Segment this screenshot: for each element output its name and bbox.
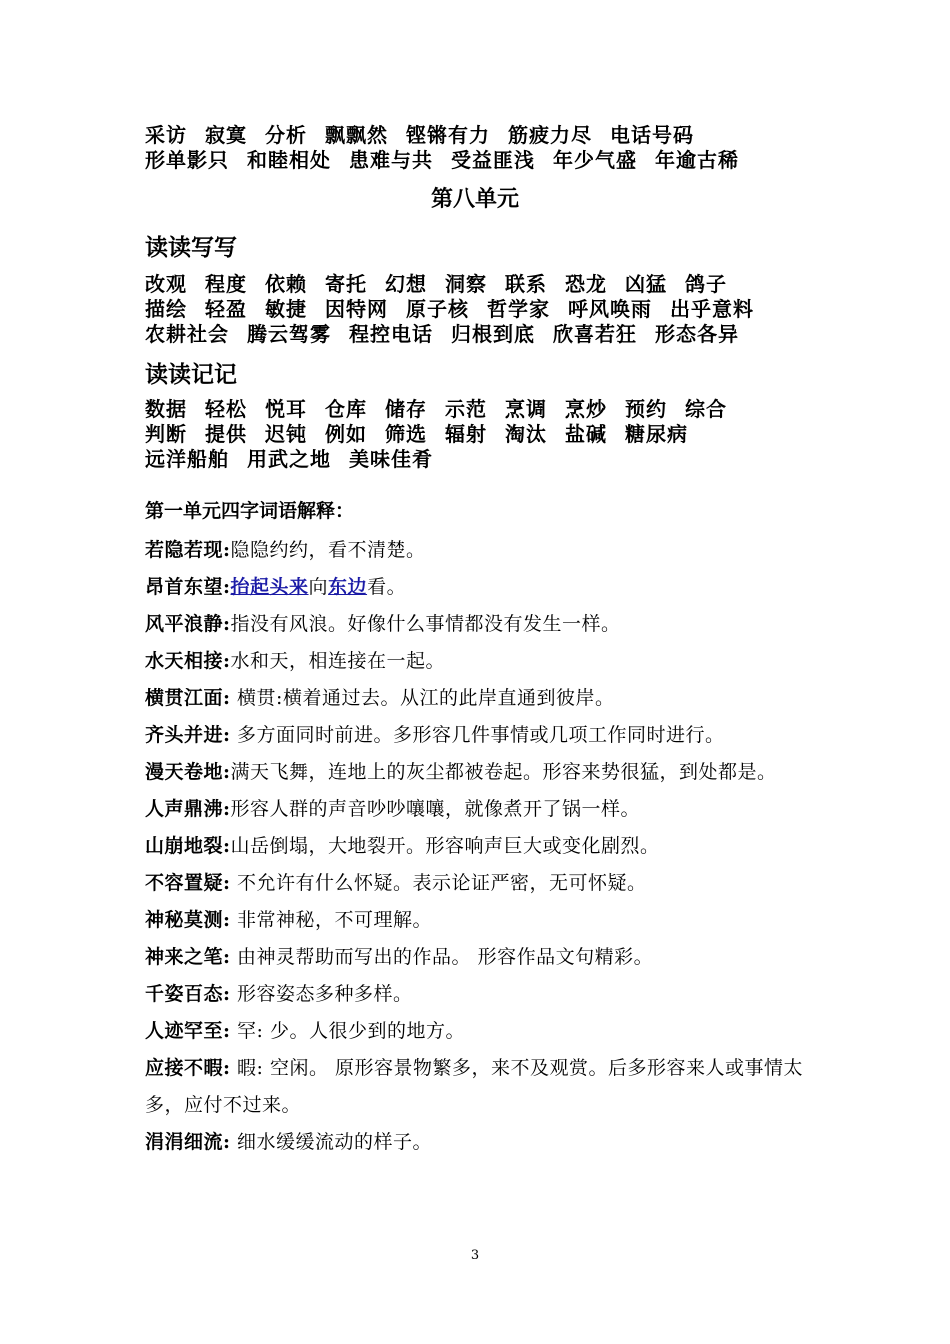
- idiom-term: 神来之笔:: [145, 946, 231, 968]
- top-word-list: [145, 123, 825, 173]
- vocab-word: 综合: [685, 397, 727, 421]
- explanation-item: [145, 717, 810, 754]
- vocab-word: 程控电话: [349, 322, 433, 346]
- vocab-word: 凶猛: [625, 272, 667, 296]
- vocab-word: 铿锵有力: [406, 123, 490, 147]
- vocab-word: 储存: [385, 397, 427, 421]
- vocab-word: 电话号码: [610, 123, 694, 147]
- vocab-word: 腾云驾雾: [247, 322, 331, 346]
- vocab-word: 筛选: [385, 422, 427, 446]
- word-line: [145, 447, 825, 472]
- explanation-item: [145, 902, 810, 939]
- idiom-term: 若隐若现:: [145, 539, 231, 561]
- vocab-word: 形态各异: [655, 322, 739, 346]
- vocab-word: 悦耳: [265, 397, 307, 421]
- vocab-word: 提供: [205, 422, 247, 446]
- explanation-text: 非常神秘，不可理解。: [230, 909, 433, 931]
- vocab-word: 糖尿病: [625, 422, 688, 446]
- hyperlink[interactable]: 东边: [328, 576, 368, 598]
- explanation-item: [145, 606, 810, 643]
- word-line: [145, 397, 825, 422]
- vocab-word: 形单影只: [145, 148, 229, 172]
- idiom-term: 齐头并进:: [145, 724, 231, 746]
- explanations-list: [145, 532, 810, 1161]
- explanation-text: 指没有风浪。好像什么事情都没有发生一样。: [230, 613, 621, 635]
- explanation-text: 多方面同时前进。多形容几件事情或几项工作同时进行。: [230, 724, 725, 746]
- explanation-item: [145, 939, 810, 976]
- explanation-text: 细水缓缓流动的样子。: [230, 1131, 433, 1153]
- idiom-term: 山崩地裂:: [145, 835, 231, 857]
- vocab-word: 恐龙: [565, 272, 607, 296]
- idiom-term: 应接不暇:: [145, 1057, 231, 1079]
- idiom-term: 神秘莫测:: [145, 909, 231, 931]
- explanation-item: [145, 1050, 810, 1124]
- idiom-term: 横贯江面:: [145, 687, 231, 709]
- unit-title: 第八单元: [430, 186, 519, 212]
- vocab-word: 和睦相处: [247, 148, 331, 172]
- vocab-word: 采访: [145, 123, 187, 147]
- vocab-word: 淘汰: [505, 422, 547, 446]
- vocab-word: 远洋船舶: [145, 447, 229, 471]
- idiom-term: 风平浪静:: [145, 613, 231, 635]
- explanation-text: 水和天，相连接在一起。: [230, 650, 446, 672]
- word-line: [145, 148, 825, 173]
- vocab-word: 出乎意料: [670, 297, 754, 321]
- explanation-item: [145, 1013, 810, 1050]
- word-line: [145, 422, 825, 447]
- explanations-heading: 第一单元四字词语解释：: [145, 500, 355, 522]
- explanation-item: [145, 865, 810, 902]
- explanation-item: [145, 976, 810, 1013]
- explanation-text: 满天飞舞，连地上的灰尘都被卷起。形容来势很猛，到处都是。: [230, 761, 777, 783]
- vocab-word: 辐射: [445, 422, 487, 446]
- vocab-word: 程度: [205, 272, 247, 296]
- vocab-word: 原子核: [406, 297, 469, 321]
- vocab-word: 盐碱: [565, 422, 607, 446]
- explanation-text: 不允许有什么怀疑。表示论证严密，无可怀疑。: [230, 872, 647, 894]
- section-heading-read-write: 读读写写: [145, 235, 237, 261]
- vocab-word: 分析: [265, 123, 307, 147]
- idiom-term: 水天相接:: [145, 650, 231, 672]
- explanation-text: 看。: [367, 576, 407, 598]
- vocab-word: 筋疲力尽: [508, 123, 592, 147]
- vocab-word: 哲学家: [487, 297, 550, 321]
- vocab-word: 呼风唤雨: [568, 297, 652, 321]
- idiom-term: 漫天卷地:: [145, 761, 231, 783]
- vocab-word: 受益匪浅: [451, 148, 535, 172]
- vocab-word: 烹调: [505, 397, 547, 421]
- vocab-word: 幻想: [385, 272, 427, 296]
- explanation-text: 形容人群的声音吵吵嚷嚷，就像煮开了锅一样。: [230, 798, 641, 820]
- word-line: [145, 123, 825, 148]
- vocab-word: 轻松: [205, 397, 247, 421]
- vocab-word: 联系: [505, 272, 547, 296]
- vocab-word: 患难与共: [349, 148, 433, 172]
- vocab-word: 预约: [625, 397, 667, 421]
- vocab-word: 敏捷: [265, 297, 307, 321]
- explanation-item: [145, 643, 810, 680]
- vocab-word: 农耕社会: [145, 322, 229, 346]
- read-write-word-list: [145, 272, 825, 347]
- explanation-item: [145, 754, 810, 791]
- explanation-item: [145, 791, 810, 828]
- vocab-word: 依赖: [265, 272, 307, 296]
- explanation-item: [145, 680, 810, 717]
- explanation-item: [145, 1124, 810, 1161]
- idiom-term: 千姿百态:: [145, 983, 231, 1005]
- vocab-word: 欣喜若狂: [553, 322, 637, 346]
- vocab-word: 洞察: [445, 272, 487, 296]
- vocab-word: 迟钝: [265, 422, 307, 446]
- vocab-word: 判断: [145, 422, 187, 446]
- vocab-word: 美味佳肴: [349, 447, 433, 471]
- vocab-word: 年逾古稀: [655, 148, 739, 172]
- vocab-word: 轻盈: [205, 297, 247, 321]
- vocab-word: 归根到底: [451, 322, 535, 346]
- vocab-word: 鸽子: [685, 272, 727, 296]
- explanation-text: 罕: 少。人很少到的地方。: [230, 1020, 465, 1042]
- explanation-text: 暇: 空闲。 原形容景物繁多，来不及观赏。后多形容来人或事情太多，应付不过来。: [145, 1057, 804, 1116]
- explanation-item: [145, 532, 810, 569]
- vocab-word: 仓库: [325, 397, 367, 421]
- idiom-term: 人迹罕至:: [145, 1020, 231, 1042]
- read-remember-word-list: [145, 397, 825, 472]
- page-number: 3: [470, 1248, 480, 1263]
- hyperlink[interactable]: 抬起头来: [230, 576, 309, 598]
- vocab-word: 例如: [325, 422, 367, 446]
- word-line: [145, 272, 825, 297]
- explanation-item: [145, 828, 810, 865]
- idiom-term: 涓涓细流:: [145, 1131, 231, 1153]
- vocab-word: 描绘: [145, 297, 187, 321]
- vocab-word: 烹炒: [565, 397, 607, 421]
- vocab-word: 飘飘然: [325, 123, 388, 147]
- explanation-text: 横贯:横着通过去。从江的此岸直通到彼岸。: [230, 687, 615, 709]
- vocab-word: 示范: [445, 397, 487, 421]
- explanation-item: [145, 569, 810, 606]
- vocab-word: 因特网: [325, 297, 388, 321]
- section-heading-read-remember: 读读记记: [145, 362, 237, 388]
- vocab-word: 年少气盛: [553, 148, 637, 172]
- vocab-word: 用武之地: [247, 447, 331, 471]
- vocab-word: 改观: [145, 272, 187, 296]
- vocab-word: 寂寞: [205, 123, 247, 147]
- explanation-text: 隐隐约约，看不清楚。: [230, 539, 426, 561]
- explanation-text: 由神灵帮助而写出的作品。 形容作品文句精彩。: [230, 946, 654, 968]
- word-line: [145, 297, 825, 322]
- explanation-text: 向: [308, 576, 329, 598]
- word-line: [145, 322, 825, 347]
- idiom-term: 不容置疑:: [145, 872, 231, 894]
- explanation-text: 山岳倒塌，大地裂开。形容响声巨大或变化剧烈。: [230, 835, 660, 857]
- vocab-word: 数据: [145, 397, 187, 421]
- vocab-word: 寄托: [325, 272, 367, 296]
- idiom-term: 昂首东望:: [145, 576, 231, 598]
- explanation-text: 形容姿态多种多样。: [230, 983, 413, 1005]
- idiom-term: 人声鼎沸:: [145, 798, 231, 820]
